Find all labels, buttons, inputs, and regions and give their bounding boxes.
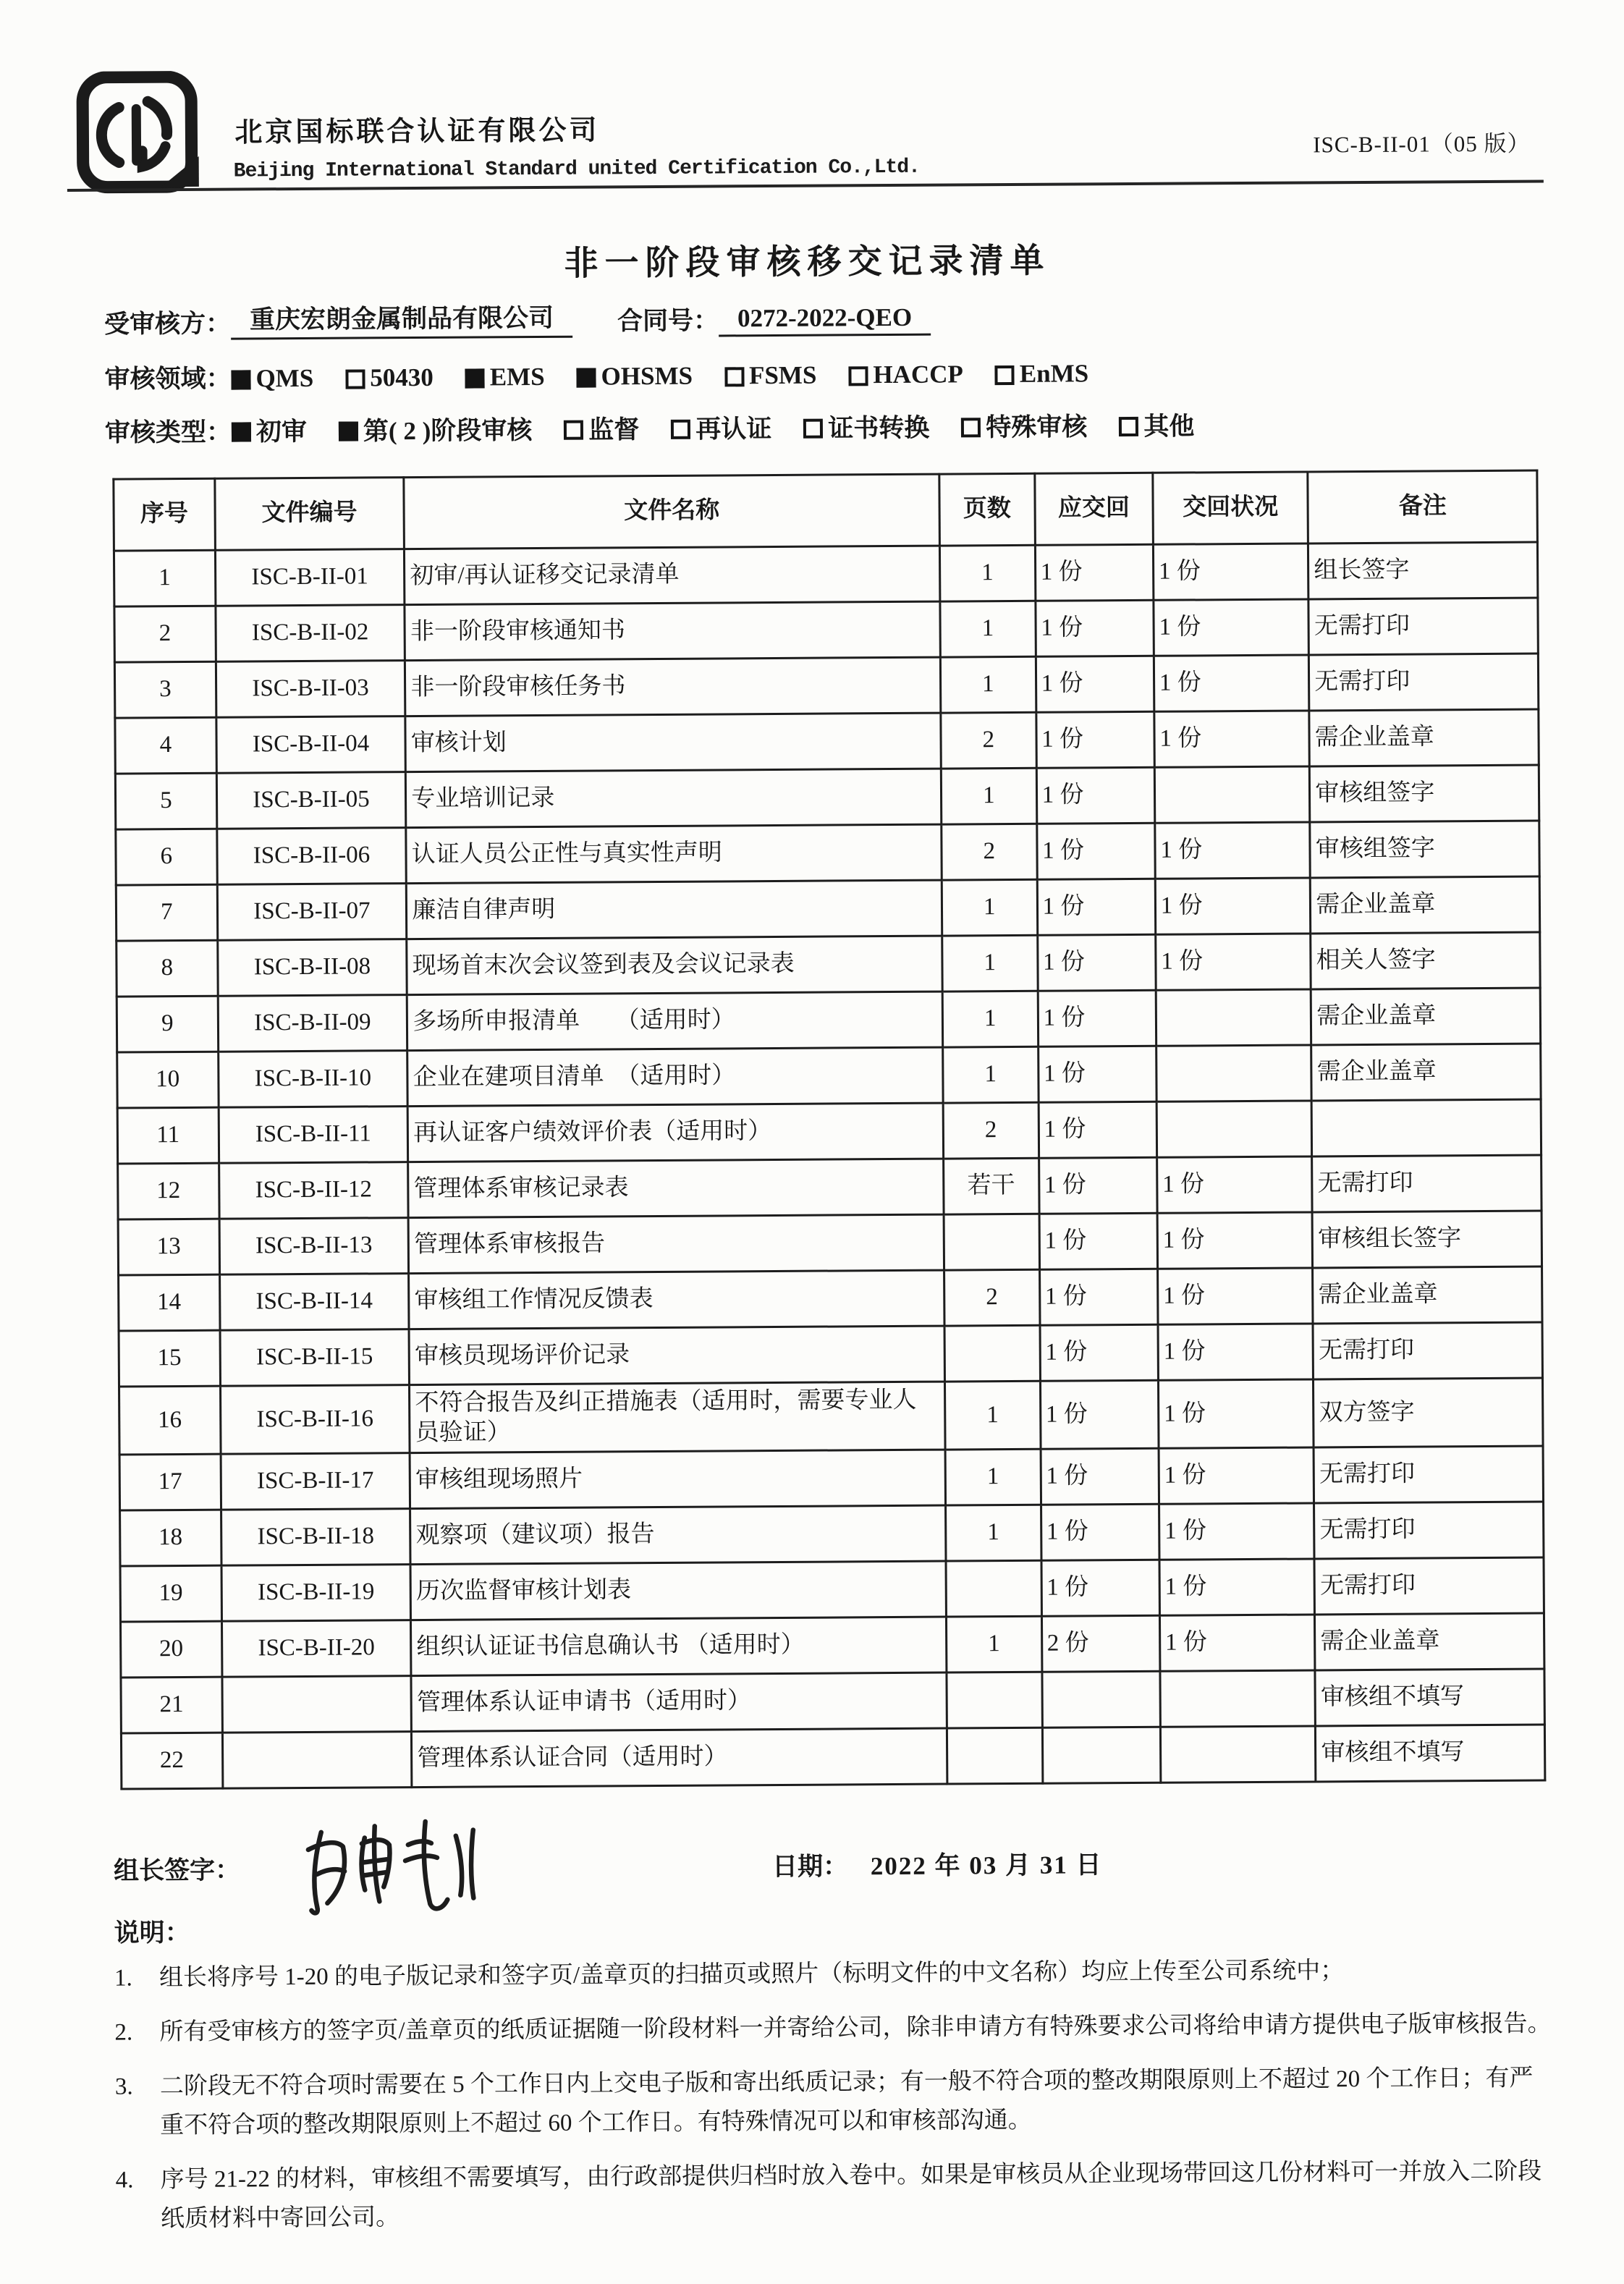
cell: 1 份: [1041, 1448, 1159, 1505]
cell: 16: [119, 1386, 221, 1454]
company-name-cn: 北京国标联合认证有限公司: [234, 115, 600, 148]
date-value: 2022 年 03 月 31 日: [870, 1850, 1103, 1880]
cell: 需企业盖章: [1311, 1044, 1541, 1101]
checkbox-unchecked-icon: [1119, 416, 1138, 436]
cell: 1 份: [1156, 1156, 1312, 1213]
cell: 1 份: [1159, 1502, 1314, 1559]
cell: [944, 1325, 1040, 1382]
audit-fields-options: [231, 359, 1088, 395]
cell: 需企业盖章: [1311, 988, 1540, 1045]
audit-field-option-label: HACCP: [873, 359, 963, 389]
cell: [1160, 1670, 1316, 1726]
checkbox-unchecked-icon: [724, 367, 744, 386]
audit-field-option-1: [231, 363, 313, 393]
cell: 1: [945, 1505, 1041, 1561]
audit-field-option-label: OHSMS: [601, 361, 693, 390]
table-row: [117, 1044, 1541, 1108]
table-row: [119, 1322, 1542, 1387]
audit-type-option-4: [671, 409, 771, 446]
cell: 2: [943, 1102, 1039, 1159]
cell: 无需打印: [1312, 1155, 1541, 1212]
cell: 1 份: [1039, 1269, 1158, 1325]
checkbox-checked-icon: [577, 368, 596, 387]
note-text: 所有受审核方的签字页/盖章页的纸质证据随一阶段材料一并寄给公司，除非申请方有特殊要求公司将给申请方提供电子版审核报告。: [159, 2010, 1552, 2046]
checkbox-unchecked-icon: [345, 369, 365, 389]
table-row: [118, 1155, 1541, 1219]
cell: 无需打印: [1309, 654, 1539, 711]
cell: [1156, 1045, 1312, 1101]
auditee-value: 重庆宏朗金属制品有限公司: [231, 298, 572, 340]
audit-type-option-1: [232, 412, 307, 449]
audit-field-option-label: QMS: [255, 363, 314, 392]
checkbox-unchecked-icon: [961, 418, 981, 437]
note-text: 二阶段无不符合项时需要在 5 个工作日内上交电子版和寄出纸质记录；有一般不符合项的整改期限原则上不超过 20 个工作日；有严重不符合项的整改期限原则上不超过 60 个工作日。有特殊情况可以和审核部沟通。: [159, 2065, 1534, 2139]
cell: 认证人员公正性与真实性声明: [406, 824, 942, 884]
table-row: [117, 1099, 1541, 1164]
audit-types-row: [105, 405, 1534, 449]
cell: ISC-B-II-12: [219, 1162, 408, 1219]
checkbox-unchecked-icon: [564, 420, 583, 439]
certification-logo-icon: [75, 71, 208, 203]
cell: [1311, 1099, 1541, 1156]
cell: 再认证客户绩效评价表（适用时）: [407, 1103, 943, 1162]
handwritten-signature: [284, 1811, 502, 1921]
audit-field-option-label: EnMS: [1019, 358, 1089, 388]
checkbox-checked-icon: [465, 368, 485, 388]
audit-field-option-label: FSMS: [748, 360, 817, 389]
cell: ISC-B-II-07: [217, 884, 407, 941]
cell: 7: [116, 884, 217, 941]
cell: 13: [118, 1219, 219, 1275]
cell: 4: [115, 717, 216, 774]
cell: 1 份: [1040, 1324, 1159, 1381]
cell: 组织认证证书信息确认书 （适用时）: [411, 1617, 947, 1676]
cell: [222, 1675, 412, 1733]
cell: 审核员现场评价记录: [409, 1326, 944, 1385]
cell: 1: [946, 1616, 1041, 1672]
cell: 1 份: [1159, 1558, 1315, 1615]
cell: [1154, 766, 1310, 823]
cell: 17: [119, 1454, 221, 1510]
cell: 廉洁自律声明: [407, 880, 942, 939]
cell: 需企业盖章: [1313, 1266, 1542, 1324]
cell: 审核组签字: [1310, 821, 1539, 878]
cell: 相关人签字: [1311, 932, 1540, 989]
note-text: 序号 21-22 的材料，审核组不需要填写，由行政部提供归档时放入卷中。如果是审核员从企业现场带回这几份材料可一并放入二阶段纸质材料中寄回公司。: [160, 2158, 1542, 2232]
cell: 审核组工作情况反馈表: [409, 1270, 944, 1329]
cell: 审核组不填写: [1316, 1725, 1545, 1782]
audit-fields-label: 审核领域：: [104, 364, 232, 394]
cell: 1: [942, 991, 1038, 1047]
cell: 审核组现场照片: [410, 1450, 945, 1509]
cell: [1160, 1725, 1316, 1782]
cell: 8: [117, 940, 218, 997]
cell: 审核组不填写: [1315, 1669, 1544, 1726]
checkbox-checked-icon: [339, 421, 358, 441]
cell: 1 份: [1039, 1101, 1157, 1158]
cell: 初审/再认证移交记录清单: [405, 546, 940, 605]
table-row: [117, 932, 1540, 997]
signature-row: [114, 1814, 1624, 1910]
cell: ISC-B-II-18: [221, 1508, 410, 1565]
cell: 1 份: [1037, 879, 1156, 935]
cell: ISC-B-II-15: [220, 1329, 410, 1387]
cell: 1: [940, 656, 1036, 713]
cell: 2: [114, 606, 216, 662]
cell: [947, 1727, 1042, 1784]
checkbox-checked-icon: [232, 422, 251, 441]
cell: ISC-B-II-13: [219, 1218, 409, 1275]
cell: 1 份: [1036, 711, 1154, 768]
column-header: 页数: [939, 473, 1035, 546]
table-row: [120, 1613, 1544, 1678]
audit-type-option-label: 特殊审核: [986, 413, 1088, 442]
audit-type-option-label: 证书转换: [828, 413, 930, 443]
cell: 无需打印: [1314, 1557, 1544, 1615]
cell: 组长签字: [1308, 542, 1538, 599]
cell: 1 份: [1036, 656, 1154, 712]
cell: 1 份: [1036, 767, 1155, 824]
cell: 1 份: [1159, 1614, 1315, 1670]
cell: ISC-B-II-17: [221, 1452, 410, 1510]
cell: 1: [941, 768, 1036, 824]
cell: ISC-B-II-20: [221, 1620, 411, 1677]
audit-type-option-2: [339, 410, 533, 448]
cell: 1 份: [1154, 655, 1309, 711]
cell: 5: [115, 773, 216, 829]
audit-field-option-7: [995, 359, 1089, 389]
column-header: 应交回: [1034, 473, 1153, 545]
cell: 14: [119, 1274, 220, 1331]
cell: 1 份: [1038, 1046, 1156, 1102]
cell: 若干: [943, 1158, 1039, 1214]
cell: ISC-B-II-01: [215, 549, 405, 606]
cell: 无需打印: [1314, 1446, 1543, 1503]
cell: 9: [117, 996, 218, 1052]
cell: 管理体系审核报告: [408, 1214, 944, 1274]
leader-signature-label: 组长签字：: [113, 1856, 241, 1885]
table-row: [116, 821, 1539, 885]
cell: 观察项（建议项）报告: [410, 1505, 946, 1565]
cell: 1 份: [1155, 878, 1311, 934]
cell: 企业在建项目清单 （适用时）: [407, 1047, 943, 1107]
audit-type-option-label: 其他: [1143, 412, 1195, 441]
cell: [1042, 1727, 1161, 1783]
table-row: [121, 1725, 1544, 1789]
table-row: [119, 1446, 1543, 1510]
cell: 管理体系审核记录表: [408, 1159, 944, 1218]
column-header: 序号: [114, 478, 215, 551]
contract-label: 合同号：: [617, 306, 719, 336]
table-row: [119, 1266, 1542, 1331]
note-item: [114, 1950, 1555, 1998]
table-row: [120, 1557, 1544, 1622]
cell: 15: [119, 1330, 220, 1387]
cell: ISC-B-II-06: [216, 828, 406, 885]
cell: 19: [120, 1565, 221, 1622]
cell: 1 份: [1154, 599, 1309, 656]
cell: 需企业盖章: [1309, 709, 1539, 766]
note-number: 1.: [114, 1964, 132, 1992]
audit-field-option-label: EMS: [489, 362, 545, 391]
company-name-en: Beijing International Standard united Certification Co.,Ltd.: [233, 156, 921, 183]
cell: 历次监督审核计划表: [410, 1561, 946, 1620]
cell: 1: [945, 1449, 1041, 1505]
cell: 1 份: [1154, 711, 1310, 767]
checkbox-unchecked-icon: [995, 365, 1015, 385]
date-label: 日期：: [771, 1851, 849, 1881]
audit-field-option-5: [724, 360, 817, 390]
cell: ISC-B-II-05: [216, 772, 406, 829]
audit-type-option-label: 再认证: [695, 415, 772, 444]
cell: 3: [114, 661, 216, 718]
letterhead: [0, 0, 1619, 193]
auditee-row: [104, 292, 1533, 341]
audit-type-option-5: [803, 408, 929, 445]
checkbox-unchecked-icon: [848, 366, 868, 386]
column-header: 文件编号: [215, 478, 405, 551]
cell: ISC-B-II-19: [221, 1564, 411, 1621]
table-row: [115, 765, 1539, 829]
cell: 1: [114, 550, 215, 606]
date-row: [772, 1845, 1103, 1883]
table-row: [114, 542, 1537, 606]
cell: 非一阶段审核通知书: [405, 601, 940, 661]
audit-field-option-6: [848, 360, 963, 389]
cell: 1: [942, 879, 1037, 936]
table-header-row: [114, 470, 1538, 551]
cell: [946, 1560, 1041, 1617]
note-number: 2.: [114, 2019, 133, 2046]
checkbox-checked-icon: [231, 370, 250, 389]
cell: 1 份: [1153, 543, 1308, 600]
cell: 1: [940, 601, 1036, 657]
page-title: 非一阶段审核移交记录清单: [564, 242, 1051, 283]
handover-record-table: [112, 470, 1546, 1790]
cell: ISC-B-II-16: [220, 1385, 410, 1454]
cell: 管理体系认证合同（适用时）: [412, 1728, 947, 1788]
audit-field-option-2: [345, 363, 434, 392]
table-row: [121, 1669, 1544, 1733]
audit-field-option-4: [576, 361, 693, 391]
cell: 1 份: [1157, 1212, 1313, 1269]
note-number: 4.: [115, 2167, 134, 2194]
checkbox-unchecked-icon: [671, 419, 690, 439]
cell: 1 份: [1037, 934, 1156, 991]
table-row: [116, 876, 1539, 941]
cell: [1156, 989, 1311, 1046]
cell: ISC-B-II-11: [219, 1107, 408, 1164]
cell: 1 份: [1039, 1213, 1158, 1269]
cell: 1 份: [1157, 1268, 1313, 1324]
cell: 1: [942, 935, 1038, 991]
cell: 1 份: [1035, 544, 1154, 601]
cell: 1: [944, 1381, 1040, 1449]
cell: 6: [116, 829, 217, 885]
cell: 21: [121, 1677, 222, 1733]
audit-type-option-label: 初审: [255, 417, 308, 447]
checkbox-unchecked-icon: [803, 418, 823, 438]
cell: 1 份: [1156, 934, 1311, 990]
cell: ISC-B-II-09: [218, 995, 407, 1052]
cell: 非一阶段审核任务书: [405, 657, 941, 716]
cell: 2: [942, 824, 1037, 880]
cell: 专业培训记录: [406, 769, 942, 828]
cell: 1 份: [1039, 1157, 1157, 1214]
cell: 审核组签字: [1310, 765, 1539, 822]
table-row: [117, 988, 1540, 1052]
audit-type-option-6: [961, 407, 1087, 444]
cell: [1042, 1671, 1161, 1727]
cell: 不符合报告及纠正措施表（适用时，需要专业人员验证）: [410, 1382, 945, 1452]
cell: 1 份: [1158, 1379, 1314, 1448]
cell: [1156, 1101, 1312, 1157]
audit-type-option-label: 监督: [588, 415, 640, 444]
note-number: 3.: [114, 2073, 133, 2101]
cell: ISC-B-II-08: [217, 939, 407, 997]
column-header: 文件名称: [404, 474, 939, 549]
table-row: [114, 654, 1538, 718]
auditee-label: 受审核方：: [103, 309, 232, 339]
cell: 现场首末次会议签到表及会议记录表: [407, 936, 942, 995]
table-row: [118, 1211, 1541, 1275]
notes-list: [6, 1950, 1624, 2239]
audit-type-option-7: [1119, 406, 1194, 443]
note-item: [116, 2153, 1557, 2239]
cell: 双方签字: [1314, 1378, 1543, 1447]
column-header: 备注: [1308, 470, 1537, 543]
cell: 需企业盖章: [1311, 876, 1540, 934]
cell: 多场所申报清单 （适用时）: [407, 991, 942, 1051]
cell: 2: [944, 1269, 1039, 1326]
note-item: [114, 2005, 1555, 2052]
cell: 无需打印: [1314, 1502, 1544, 1559]
column-header: 交回状况: [1153, 472, 1308, 544]
cell: 无需打印: [1313, 1322, 1542, 1379]
cell: 1 份: [1036, 600, 1154, 656]
audit-types-options: [232, 406, 1195, 448]
cell: 1 份: [1040, 1380, 1159, 1448]
table-row: [115, 709, 1539, 774]
cell: ISC-B-II-03: [216, 661, 405, 718]
cell: ISC-B-II-14: [219, 1274, 409, 1331]
cell: [944, 1214, 1039, 1270]
cell: 审核组长签字: [1312, 1211, 1541, 1268]
document-code: ISC-B-II-01（05 版）: [1313, 130, 1531, 158]
cell: 20: [120, 1621, 221, 1678]
table-row: [119, 1378, 1544, 1455]
cell: 1 份: [1038, 990, 1156, 1046]
cell: 管理体系认证申请书（适用时）: [411, 1672, 947, 1732]
cell: 需企业盖章: [1315, 1613, 1544, 1670]
cell: 1 份: [1041, 1560, 1160, 1616]
cell: 10: [117, 1052, 219, 1108]
cell: 无需打印: [1308, 598, 1538, 655]
audit-fields-row: [104, 351, 1533, 396]
audit-types-label: 审核类型：: [104, 418, 232, 447]
cell: [222, 1731, 412, 1788]
cell: 1 份: [1041, 1504, 1159, 1560]
table-row: [114, 598, 1538, 662]
table-row: [120, 1502, 1544, 1566]
cell: 1: [943, 1046, 1039, 1103]
cell: 1: [939, 545, 1035, 601]
cell: ISC-B-II-02: [216, 605, 405, 662]
audit-field-option-3: [465, 362, 545, 392]
cell: 1 份: [1155, 822, 1311, 879]
audit-type-option-label: 第( 2 )阶段审核: [363, 416, 533, 446]
cell: 1 份: [1158, 1324, 1314, 1380]
note-item: [115, 2060, 1556, 2146]
contract-value: 0272-2022-QEO: [719, 303, 931, 337]
note-text: 组长将序号 1-20 的电子版记录和签字页/盖章页的扫描页或照片（标明文件的中文名称）均应上传至公司系统中；: [158, 1957, 1345, 1991]
cell: 1 份: [1159, 1447, 1314, 1503]
notes-label: 说明：: [114, 1918, 190, 1947]
cell: 审核计划: [405, 713, 941, 772]
cell: [947, 1672, 1042, 1728]
cell: 12: [118, 1163, 219, 1219]
cell: ISC-B-II-10: [218, 1051, 407, 1108]
cell: 18: [120, 1510, 221, 1566]
audit-type-option-3: [564, 410, 639, 447]
cell: 22: [121, 1733, 222, 1789]
cell: 2: [941, 712, 1036, 769]
audit-field-option-label: 50430: [370, 363, 434, 392]
cell: 1 份: [1036, 823, 1155, 879]
cell: 11: [117, 1107, 219, 1164]
cell: ISC-B-II-04: [216, 716, 406, 774]
cell: 2 份: [1041, 1615, 1160, 1672]
